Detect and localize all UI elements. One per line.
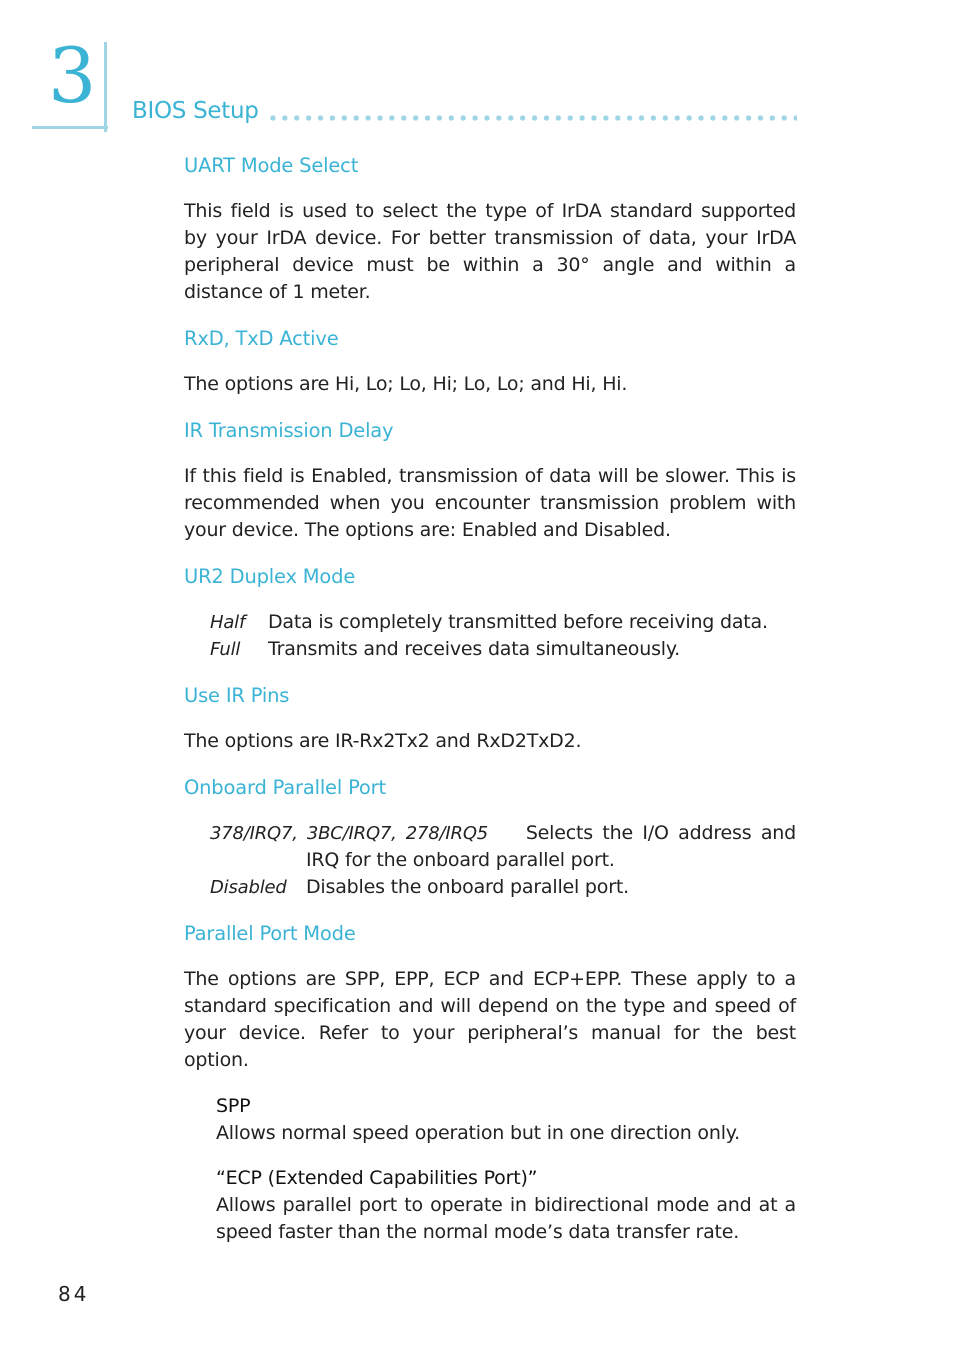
sub-body: Allows parallel port to operate in bidirectional mode and at a speed faster than the normal mode’s data transfer rate. xyxy=(216,1194,796,1243)
chapter-bar-horizontal xyxy=(32,126,108,129)
option-key: Half xyxy=(210,612,246,633)
section-body-parallel-port-mode: The options are SPP, EPP, ECP and ECP+EPP. These apply to a standard specification and will depend on the type and speed of your device. Refer to your peripheral’s manual for the best option. xyxy=(184,968,796,1071)
chapter-number: 3 xyxy=(48,31,97,120)
sub-title: SPP xyxy=(216,1095,251,1117)
chapter-title: BIOS Setup xyxy=(132,98,259,124)
section-heading-ur2-duplex-mode: UR2 Duplex Mode xyxy=(184,565,356,588)
section-heading-use-ir-pins: Use IR Pins xyxy=(184,684,290,707)
section-heading-parallel-port-mode: Parallel Port Mode xyxy=(184,922,356,945)
option-key: Full xyxy=(210,639,241,660)
sub-item-spp xyxy=(216,1093,796,1147)
chapter-bar-vertical xyxy=(104,42,107,132)
option-item xyxy=(210,609,796,636)
sub-title: “ECP (Extended Capabilities Port)” xyxy=(216,1167,538,1189)
option-key: Disabled xyxy=(210,877,287,898)
option-item xyxy=(210,874,796,901)
option-desc: Transmits and receives data simultaneously. xyxy=(268,638,681,660)
option-item xyxy=(210,820,796,874)
section-heading-onboard-parallel-port: Onboard Parallel Port xyxy=(184,776,386,799)
option-list-ur2-duplex xyxy=(210,609,796,663)
page-number: 84 xyxy=(58,1282,90,1306)
section-heading-ir-transmission-delay: IR Transmission Delay xyxy=(184,419,394,442)
section-heading-rxd-txd-active: RxD, TxD Active xyxy=(184,327,339,350)
option-desc: Disables the onboard parallel port. xyxy=(306,876,629,898)
option-desc: Data is completely transmitted before receiving data. xyxy=(268,611,768,633)
dotted-rule xyxy=(267,114,797,122)
section-heading-uart-mode-select: UART Mode Select xyxy=(184,154,359,177)
option-desc: Selects the I/O address and IRQ for the onboard parallel port. xyxy=(306,822,796,871)
section-body-ir-transmission-delay: If this field is Enabled, transmission of data will be slower. This is recommended when you encounter transmission problem with your device. The options are: Enabled and Disabled. xyxy=(184,465,796,541)
option-list-parallel-port xyxy=(210,820,796,901)
section-body-use-ir-pins: The options are IR-Rx2Tx2 and RxD2TxD2. xyxy=(184,730,582,752)
sub-item-ecp xyxy=(216,1165,796,1246)
sub-body: Allows normal speed operation but in one direction only. xyxy=(216,1122,740,1144)
section-body-rxd-txd-active: The options are Hi, Lo; Lo, Hi; Lo, Lo; and Hi, Hi. xyxy=(184,373,628,395)
page-content xyxy=(184,152,796,1258)
section-body-uart-mode-select: This field is used to select the type of IrDA standard supported by your IrDA device. For better transmission of data, your IrDA peripheral device must be within a 30° angle and within a distance of 1 meter. xyxy=(184,200,796,303)
option-item xyxy=(210,636,796,663)
option-key: 378/IRQ7, 3BC/IRQ7, 278/IRQ5 xyxy=(210,823,489,844)
